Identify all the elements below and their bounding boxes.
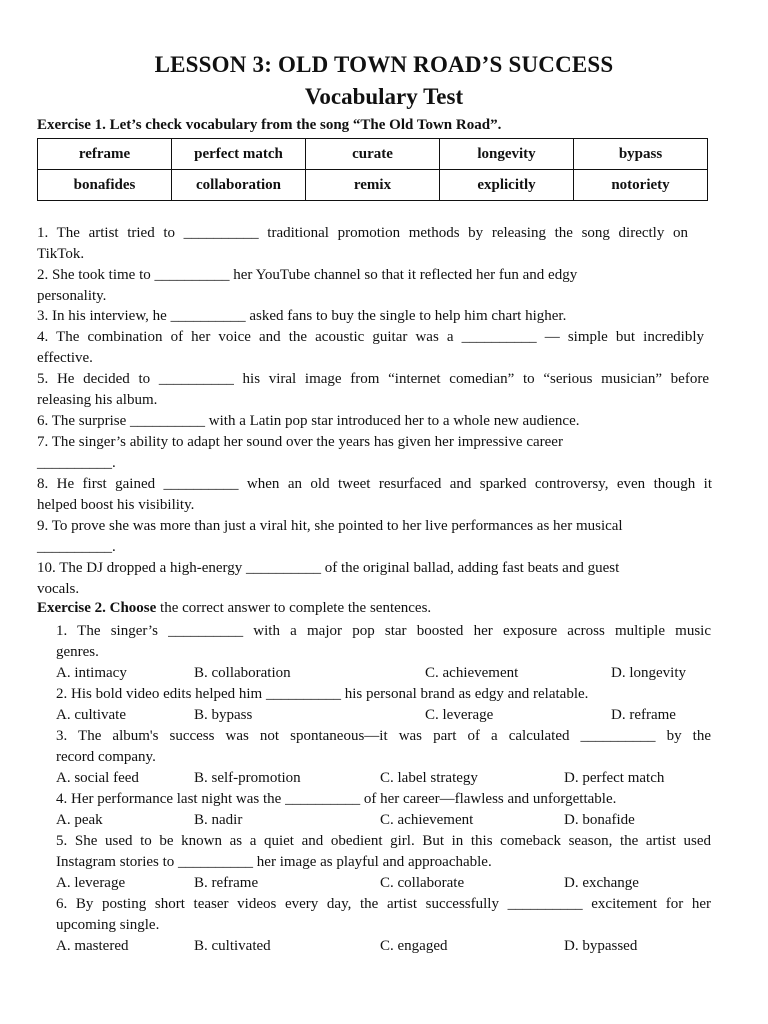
vocab-word: curate: [306, 139, 440, 170]
exercise-2-heading-rest: the correct answer to complete the sentences.: [156, 600, 432, 616]
vocab-word: reframe: [38, 139, 172, 170]
test-subtitle: Vocabulary Test: [304, 84, 464, 109]
option-d[interactable]: D. perfect match: [564, 770, 665, 786]
question-5-cont: Instagram stories to __________ her image as playful and approachable.: [56, 854, 492, 870]
ex1-line: 9. To prove she was more than just a viral hit, she pointed to her live performances as her musical: [37, 518, 623, 534]
option-a[interactable]: A. intimacy: [56, 665, 127, 681]
option-d[interactable]: D. reframe: [611, 707, 676, 723]
option-d[interactable]: D. bypassed: [564, 938, 638, 954]
option-b[interactable]: B. reframe: [194, 875, 259, 891]
question-2: 2. His bold video edits helped him __________ his personal brand as edgy and relatable.: [56, 686, 589, 702]
question-6: 6. By posting short teaser videos every day, the artist successfully __________ excitement for her: [56, 896, 711, 912]
ex1-line: vocals.: [37, 581, 80, 597]
vocabulary-table: [37, 138, 708, 201]
option-c[interactable]: C. achievement: [380, 812, 474, 828]
ex1-line: 3. In his interview, he __________ asked fans to buy the single to help him chart higher.: [37, 308, 567, 324]
ex1-line: __________.: [37, 455, 116, 471]
ex1-line: 8. He first gained __________ when an old tweet resurfaced and sparked controversy, even though it: [37, 476, 712, 492]
question-3: 3. The album's success was not spontaneous—it was part of a calculated __________ by the: [56, 728, 711, 744]
option-b[interactable]: B. collaboration: [194, 665, 291, 681]
option-b[interactable]: B. cultivated: [194, 938, 271, 954]
option-c[interactable]: C. engaged: [380, 938, 448, 954]
option-a[interactable]: A. peak: [56, 812, 103, 828]
option-b[interactable]: B. self-promotion: [194, 770, 301, 786]
lesson-title: LESSON 3: OLD TOWN ROAD’S SUCCESS: [154, 52, 614, 77]
ex1-line: releasing his album.: [37, 392, 158, 408]
vocab-word: notoriety: [574, 170, 708, 201]
vocab-word: explicitly: [440, 170, 574, 201]
vocab-word: bypass: [574, 139, 708, 170]
option-a[interactable]: A. cultivate: [56, 707, 126, 723]
ex1-line: 6. The surprise __________ with a Latin pop star introduced her to a whole new audience.: [37, 413, 580, 429]
ex1-line: 5. He decided to __________ his viral image from “internet comedian” to “serious musician” before: [37, 371, 709, 387]
vocab-word: bonafides: [38, 170, 172, 201]
table-row: [38, 170, 708, 201]
question-6-cont: upcoming single.: [56, 917, 160, 933]
question-1: 1. The singer’s __________ with a major pop star boosted her exposure across multiple music: [56, 623, 711, 639]
question-3-cont: record company.: [56, 749, 156, 765]
exercise-1-heading: Exercise 1. Let’s check vocabulary from the song “The Old Town Road”.: [37, 117, 502, 133]
question-1-cont: genres.: [56, 644, 99, 660]
ex1-line: 4. The combination of her voice and the acoustic guitar was a __________ — simple but incredibly: [37, 329, 704, 345]
option-a[interactable]: A. leverage: [56, 875, 126, 891]
option-a[interactable]: A. mastered: [56, 938, 129, 954]
option-c[interactable]: C. achievement: [425, 665, 519, 681]
option-b[interactable]: B. nadir: [194, 812, 243, 828]
ex1-line: personality.: [37, 288, 107, 304]
option-d[interactable]: D. exchange: [564, 875, 639, 891]
exercise-2-heading: [37, 600, 431, 617]
table-row: [38, 139, 708, 170]
question-4: 4. Her performance last night was the __________ of her career—flawless and unforgettable.: [56, 791, 617, 807]
ex1-line: 2. She took time to __________ her YouTube channel so that it reflected her fun and edgy: [37, 267, 578, 283]
vocab-word: perfect match: [172, 139, 306, 170]
vocab-word: remix: [306, 170, 440, 201]
ex1-line: 7. The singer’s ability to adapt her sound over the years has given her impressive career: [37, 434, 563, 450]
option-d[interactable]: D. longevity: [611, 665, 686, 681]
ex1-line: __________.: [37, 539, 116, 555]
option-b[interactable]: B. bypass: [194, 707, 253, 723]
vocab-word: longevity: [440, 139, 574, 170]
option-a[interactable]: A. social feed: [56, 770, 139, 786]
ex1-line: TikTok.: [37, 246, 85, 262]
option-c[interactable]: C. collaborate: [380, 875, 465, 891]
question-5: 5. She used to be known as a quiet and obedient girl. But in this comeback season, the artist used: [56, 833, 711, 849]
ex1-line: 1. The artist tried to __________ traditional promotion methods by releasing the song directly on: [37, 225, 688, 241]
vocab-word: collaboration: [172, 170, 306, 201]
ex1-line: effective.: [37, 350, 93, 366]
exercise-2-heading-bold: Exercise 2. Choose: [37, 600, 157, 616]
option-d[interactable]: D. bonafide: [564, 812, 635, 828]
ex1-line: 10. The DJ dropped a high-energy __________ of the original ballad, adding fast beats and guest: [37, 560, 620, 576]
ex1-line: helped boost his visibility.: [37, 497, 195, 513]
option-c[interactable]: C. label strategy: [380, 770, 478, 786]
option-c[interactable]: C. leverage: [425, 707, 494, 723]
